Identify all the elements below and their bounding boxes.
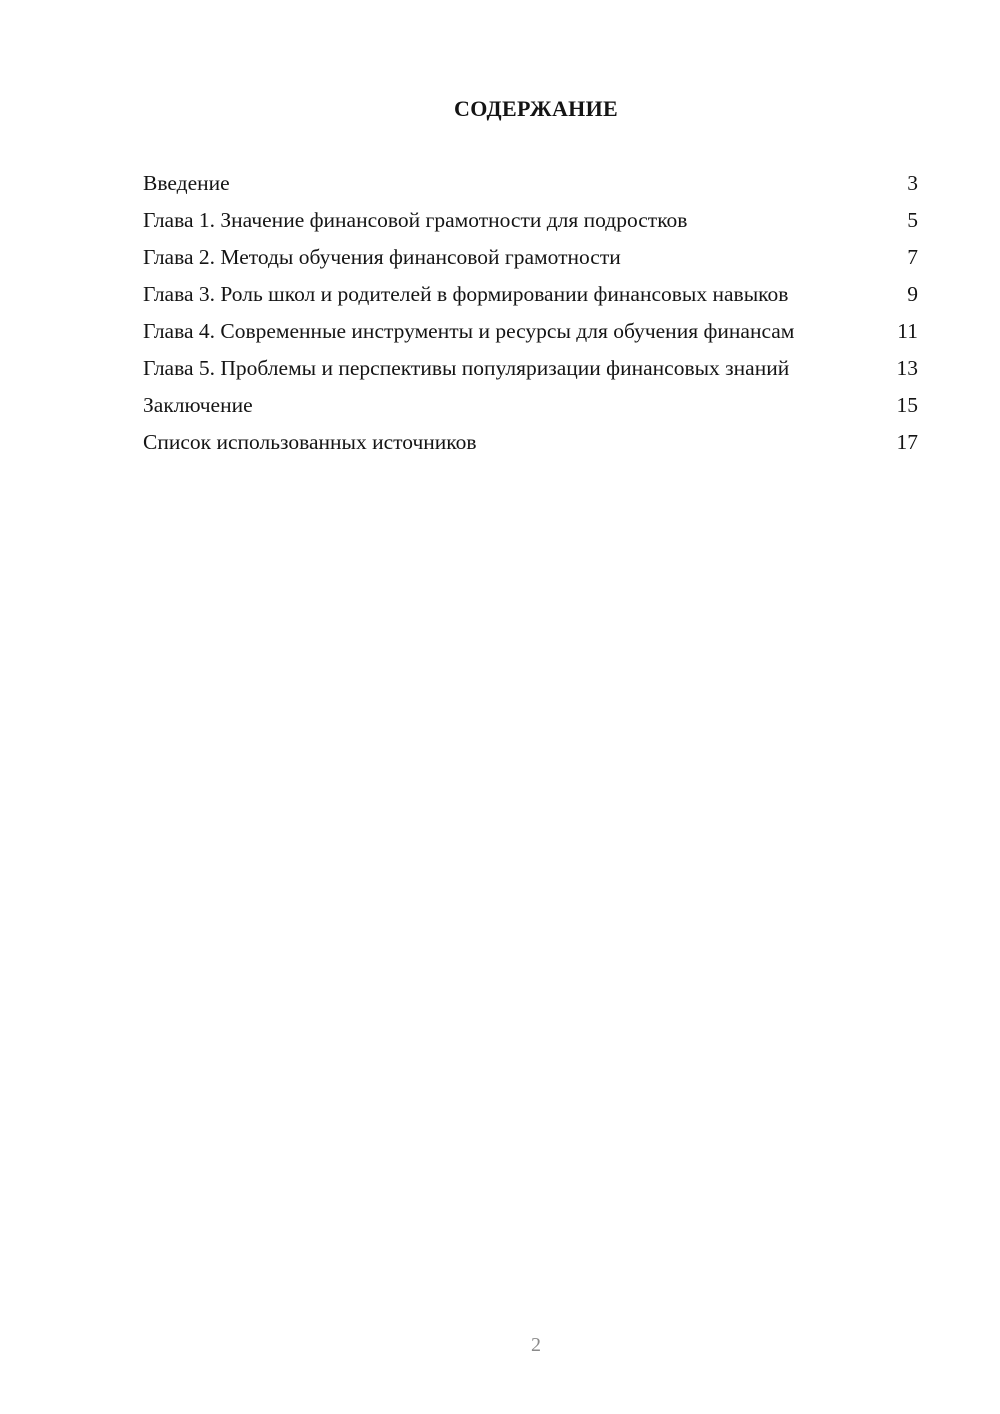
toc-entry-chapter-2[interactable] [143, 244, 918, 271]
toc-entry-label: Заключение [143, 393, 253, 417]
toc-entry-label: Глава 5. Проблемы и перспективы популяризации финансовых знаний [143, 356, 790, 380]
toc-entry-label: Глава 1. Значение финансовой грамотности для подростков [143, 208, 688, 232]
toc-entry-label: Глава 3. Роль школ и родителей в формировании финансовых навыков [143, 282, 789, 306]
page-number: 2 [531, 1334, 541, 1356]
toc-entry-page: 7 [907, 245, 918, 269]
toc-entry-page: 15 [896, 393, 918, 417]
toc-entry-label: Глава 4. Современные инструменты и ресурсы для обучения финансам [143, 319, 795, 343]
toc-entry-page: 9 [907, 282, 918, 306]
page-title: СОДЕРЖАНИЕ [454, 96, 618, 121]
toc-entry-chapter-5[interactable] [143, 355, 918, 382]
toc-entry-conclusion[interactable] [143, 392, 918, 419]
toc-entry-introduction[interactable] [143, 170, 918, 197]
toc-entry-page: 11 [897, 319, 918, 343]
toc-entry-page: 5 [907, 208, 918, 232]
toc-entry-page: 13 [896, 356, 918, 380]
table-of-contents [143, 170, 918, 466]
toc-entry-references[interactable] [143, 429, 918, 456]
toc-entry-chapter-1[interactable] [143, 207, 918, 234]
toc-entry-page: 3 [907, 171, 918, 195]
toc-entry-chapter-4[interactable] [143, 318, 918, 345]
toc-entry-label: Глава 2. Методы обучения финансовой грамотности [143, 245, 621, 269]
toc-entry-page: 17 [896, 430, 918, 454]
toc-entry-chapter-3[interactable] [143, 281, 918, 308]
toc-entry-label: Список использованных источников [143, 430, 477, 454]
toc-entry-label: Введение [143, 171, 230, 195]
